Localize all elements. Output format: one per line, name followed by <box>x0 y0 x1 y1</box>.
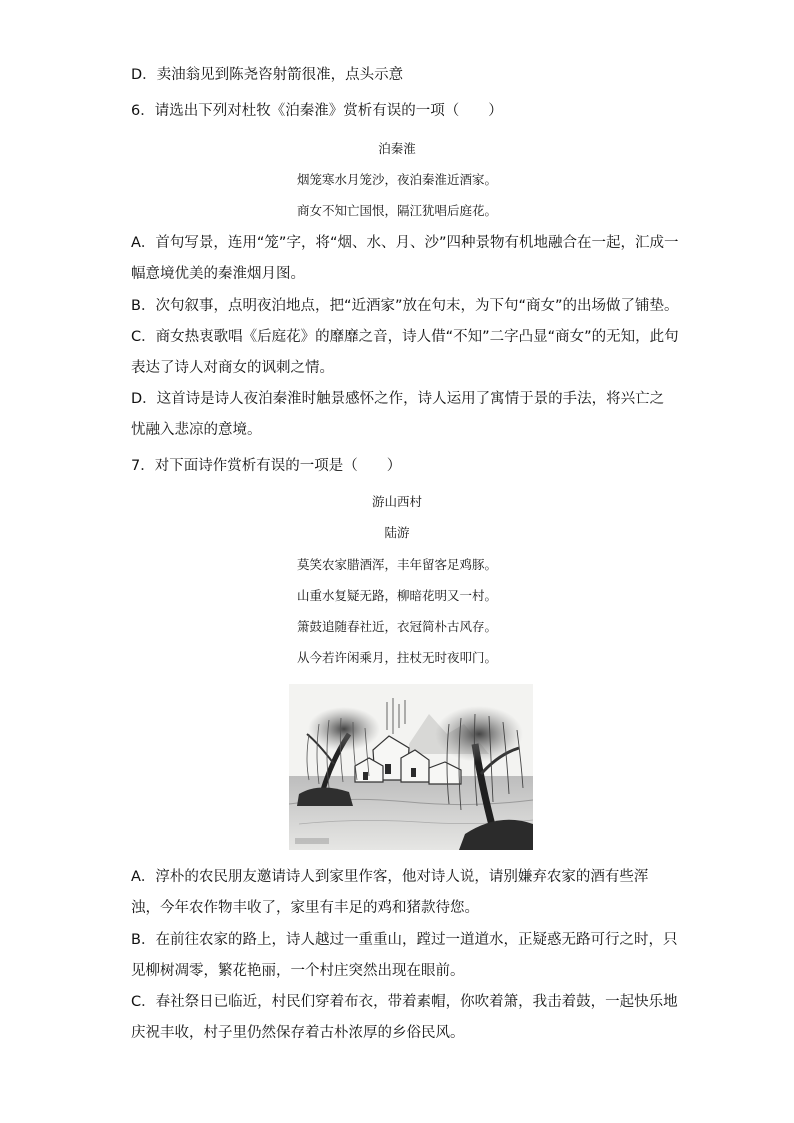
q6-option-b: B．次句叙事，点明夜泊地点，把“近酒家”放在句末，为下句“商女”的出场做了铺垫。 <box>131 298 679 314</box>
q7-poem-title: 游山西村 <box>371 494 422 509</box>
q7-option-c: C．春社祭日已临近，村民们穿着布衣，带着素帽，你吹着箫，我击着鼓，一起快乐地 <box>131 994 678 1010</box>
q6-stem: 6．请选出下列对杜牧《泊秦淮》赏析有误的一项（ ） <box>131 103 503 119</box>
q7-poem-line: 莫笑农家腊酒浑，丰年留客足鸡豚。 <box>296 557 497 572</box>
q7-option-b-cont: 见柳树凋零，繁花艳丽，一个村庄突然出现在眼前。 <box>131 963 465 979</box>
q7-option-c-cont: 庆祝丰收，村子里仍然保存着古朴浓厚的乡俗民风。 <box>131 1025 465 1041</box>
q7-option-a-cont: 浊，今年农作物丰收了，家里有丰足的鸡和猪款待您。 <box>131 900 479 916</box>
q7-poem-line: 箫鼓追随春社近，衣冠简朴古风存。 <box>296 619 497 634</box>
q6-option-a-cont: 幅意境优美的秦淮烟月图。 <box>131 266 305 282</box>
q6-option-d: D．这首诗是诗人夜泊秦淮时触景感怀之作，诗人运用了寓情于景的手法，将兴亡之 <box>131 391 665 407</box>
q6-poem-title: 泊秦淮 <box>378 141 416 156</box>
q7-poem-line: 山重水复疑无路，柳暗花明又一村。 <box>296 588 497 603</box>
q6-poem-line: 烟笼寒水月笼沙，夜泊秦淮近酒家。 <box>296 172 497 187</box>
q6-option-d-cont: 忧融入悲凉的意境。 <box>131 422 262 438</box>
q6-option-a: A．首句写景，连用“笼”字，将“烟、水、月、沙”四种景物有机地融合在一起，汇成一 <box>131 235 679 251</box>
q6-option-c: C．商女热衷歌唱《后庭花》的靡靡之音，诗人借“不知”二字凸显“商女”的无知，此句 <box>131 329 679 345</box>
ink-painting-illustration <box>289 684 533 850</box>
q7-option-b: B．在前往农家的路上，诗人越过一重重山，蹚过一道道水，正疑惑无路可行之时，只 <box>131 932 678 948</box>
q7-poem-author: 陆游 <box>384 525 410 540</box>
q6-option-c-cont: 表达了诗人对商女的讽刺之情。 <box>131 360 334 376</box>
q7-option-a: A．淳朴的农民朋友邀请诗人到家里作客，他对诗人说，请别嫌弃农家的酒有些浑 <box>131 869 649 885</box>
q6-poem-line: 商女不知亡国恨，隔江犹唱后庭花。 <box>296 203 497 218</box>
q7-stem: 7．对下面诗作赏析有误的一项是（ ） <box>131 458 402 474</box>
q5-option-d: D．卖油翁见到陈尧咨射箭很准，点头示意 <box>131 67 404 83</box>
q7-poem-line: 从今若许闲乘月，拄杖无时夜叩门。 <box>296 650 497 665</box>
